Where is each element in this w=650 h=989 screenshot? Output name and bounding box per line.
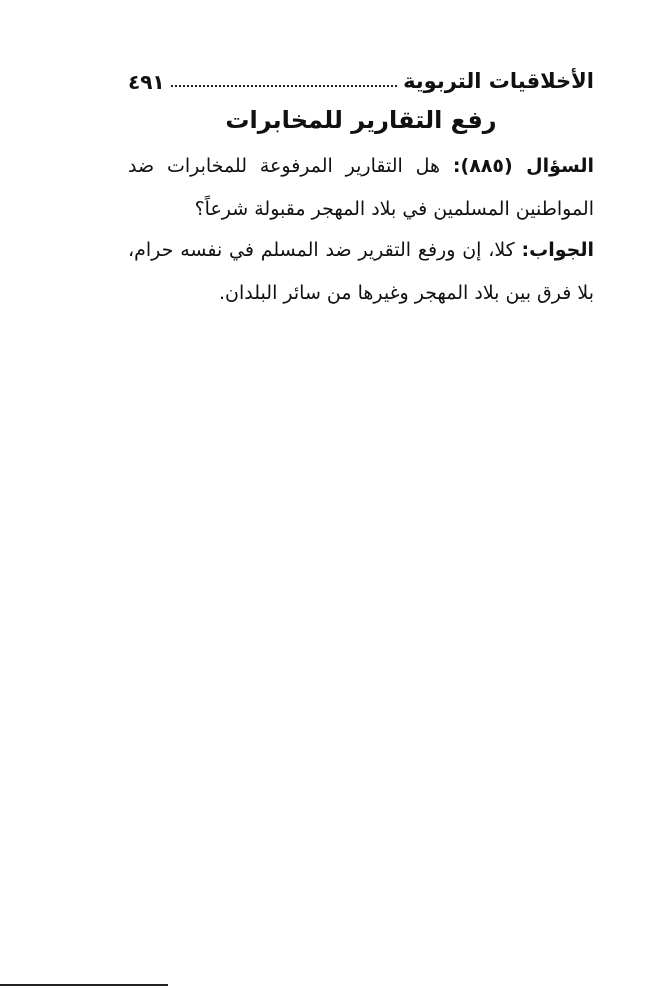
question-paragraph [128, 145, 594, 231]
answer-paragraph [128, 229, 594, 315]
question-text: هل التقارير المرفوعة للمخابرات ضد المواطنين المسلمين في بلاد المهجر مقبولة شرعاً؟ [128, 155, 594, 220]
leader-dots [171, 85, 397, 87]
running-header [128, 58, 594, 92]
running-header-title: الأخلاقيات التربوية [403, 69, 594, 93]
answer-text: كلا، إن ورفع التقرير ضد المسلم في نفسه حرام، بلا فرق بين بلاد المهجر وغيرها من سائر البلدان. [128, 239, 594, 304]
page-number: ٤٩١ [128, 70, 165, 94]
footer-rule [0, 984, 168, 986]
answer-label: الجواب: [521, 239, 594, 261]
section-title: رفع التقارير للمخابرات [225, 106, 497, 134]
question-label: السؤال (٨٨٥): [452, 155, 594, 177]
